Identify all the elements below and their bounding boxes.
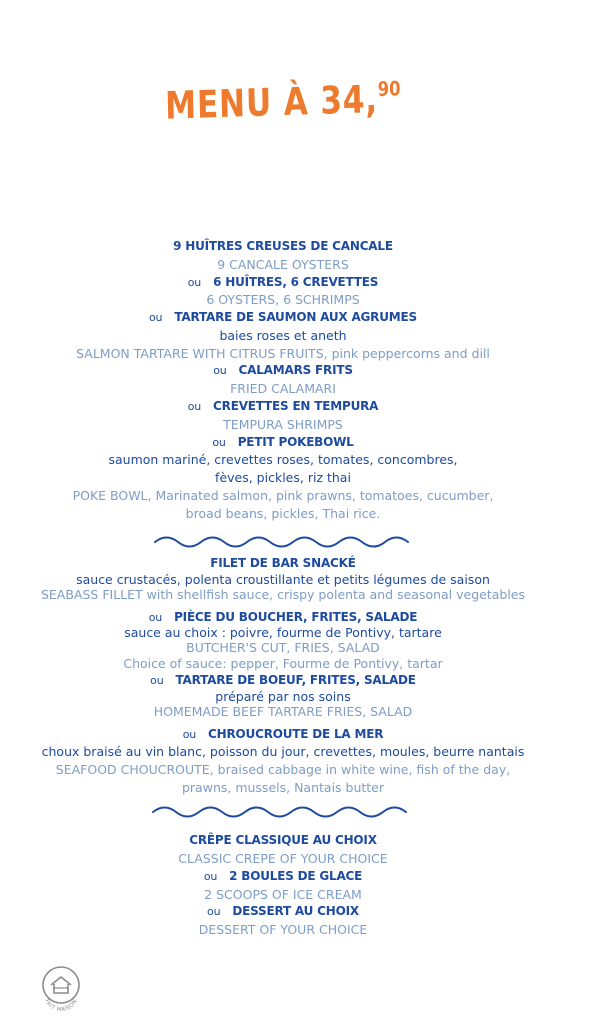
dish-seabass-desc: sauce crustacés, polenta croustillante et petits légumes de saison <box>76 572 490 587</box>
dish-name: CALAMARS FRITS <box>238 363 353 377</box>
dish-choucroute-en-1: SEAFOOD CHOUCROUTE, braised cabbage in white wine, fish of the day, <box>55 762 511 777</box>
dish-crepe-en: CLASSIC CREPE OF YOUR CHOICE <box>178 851 388 866</box>
dish-oysters-6 <box>0 275 566 289</box>
dish-butcher-en-2: Choice of sauce: pepper, Fourme de Pontivy, tartar <box>123 656 443 671</box>
or-label: ou <box>213 364 227 377</box>
or-label: ou <box>187 400 202 413</box>
or-label: ou <box>149 311 163 324</box>
dish-beef-tartare-desc: préparé par nos soins <box>215 689 351 704</box>
dish-seabass-en: SEABASS FILLET with shellfish sauce, crispy polenta and seasonal vegetables <box>40 587 526 602</box>
dish-oysters-9-en: 9 CANCALE OYSTERS <box>217 257 349 272</box>
dish-dessert-en: DESSERT OF YOUR CHOICE <box>198 922 368 937</box>
menu-title-price: MENU À 34, <box>164 76 379 128</box>
or-label: ou <box>212 436 226 449</box>
dish-choucroute-desc: choux braisé au vin blanc, poisson du jour, crevettes, moules, beurre nantais <box>41 744 525 759</box>
dish-salmon-tartare <box>0 310 566 324</box>
svg-text:FAIT MAISON <box>43 998 78 1012</box>
dish-calamari-en: FRIED CALAMARI <box>230 381 336 396</box>
or-label: ou <box>148 611 163 624</box>
wave-divider <box>153 533 415 551</box>
logo-text: FAIT MAISON <box>43 998 79 1012</box>
dish-name: 6 HUÎTRES, 6 CREVETTES <box>213 275 379 289</box>
or-label: ou <box>187 276 202 289</box>
dish-name: CREVETTES EN TEMPURA <box>213 399 379 413</box>
dish-beef-tartare <box>0 673 566 687</box>
dish-calamari <box>0 363 566 377</box>
or-label: ou <box>203 870 218 883</box>
dish-poke-en-2: broad beans, pickles, Thai rice. <box>185 506 381 521</box>
dish-salmon-tartare-en: SALMON TARTARE WITH CITRUS FRUITS, pink peppercorns and dill <box>76 346 490 361</box>
dish-beef-tartare-en: HOMEMADE BEEF TARTARE FRIES, SALAD <box>153 704 413 719</box>
dish-name: PIÈCE DU BOUCHER, FRITES, SALADE <box>174 610 418 624</box>
or-label: ou <box>207 905 221 918</box>
fait-maison-logo <box>38 966 84 1012</box>
dish-butcher <box>0 610 566 624</box>
dish-name: DESSERT AU CHOIX <box>232 904 359 918</box>
dish-poke <box>0 435 566 449</box>
or-label: ou <box>182 728 197 741</box>
wave-divider <box>151 803 413 821</box>
dish-choucroute <box>0 727 566 741</box>
dish-icecream-en: 2 SCOOPS OF ICE CREAM <box>204 887 362 902</box>
dish-oysters-6-en: 6 OYSTERS, 6 SCHRIMPS <box>206 292 360 307</box>
dish-poke-desc-1: saumon mariné, crevettes roses, tomates, concombres, <box>108 452 458 467</box>
dish-dessert <box>0 904 566 918</box>
dish-choucroute-en-2: prawns, mussels, Nantais butter <box>181 780 385 795</box>
dish-name: CHROUCROUTE DE LA MER <box>208 727 384 741</box>
dish-butcher-desc: sauce au choix : poivre, fourme de Pontivy, tartare <box>124 625 442 640</box>
dish-name: PETIT POKEBOWL <box>237 435 354 449</box>
dish-name: 2 BOULES DE GLACE <box>229 869 363 883</box>
dish-seabass: FILET DE BAR SNACKÉ <box>210 556 356 570</box>
dish-salmon-tartare-desc: baies roses et aneth <box>219 328 347 343</box>
dish-name: TARTARE DE BOEUF, FRITES, SALADE <box>175 673 416 687</box>
dish-poke-desc-2: fèves, pickles, riz thai <box>215 470 351 485</box>
dish-tempura-en: TEMPURA SHRIMPS <box>223 417 343 432</box>
dish-poke-en-1: POKE BOWL, Marinated salmon, pink prawns, tomatoes, cucumber, <box>72 488 494 503</box>
menu-title-cents: 90 <box>377 76 401 101</box>
dish-oysters-9: 9 HUÎTRES CREUSES DE CANCALE <box>173 239 393 253</box>
dish-crepe: CRÊPE CLASSIQUE AU CHOIX <box>189 833 377 847</box>
dish-tempura <box>0 399 566 413</box>
or-label: ou <box>150 674 164 687</box>
menu-title <box>50 73 515 132</box>
dish-butcher-en-1: BUTCHER'S CUT, FRIES, SALAD <box>186 640 380 655</box>
dish-icecream <box>0 869 566 883</box>
dish-name: TARTARE DE SAUMON AUX AGRUMES <box>174 310 417 324</box>
